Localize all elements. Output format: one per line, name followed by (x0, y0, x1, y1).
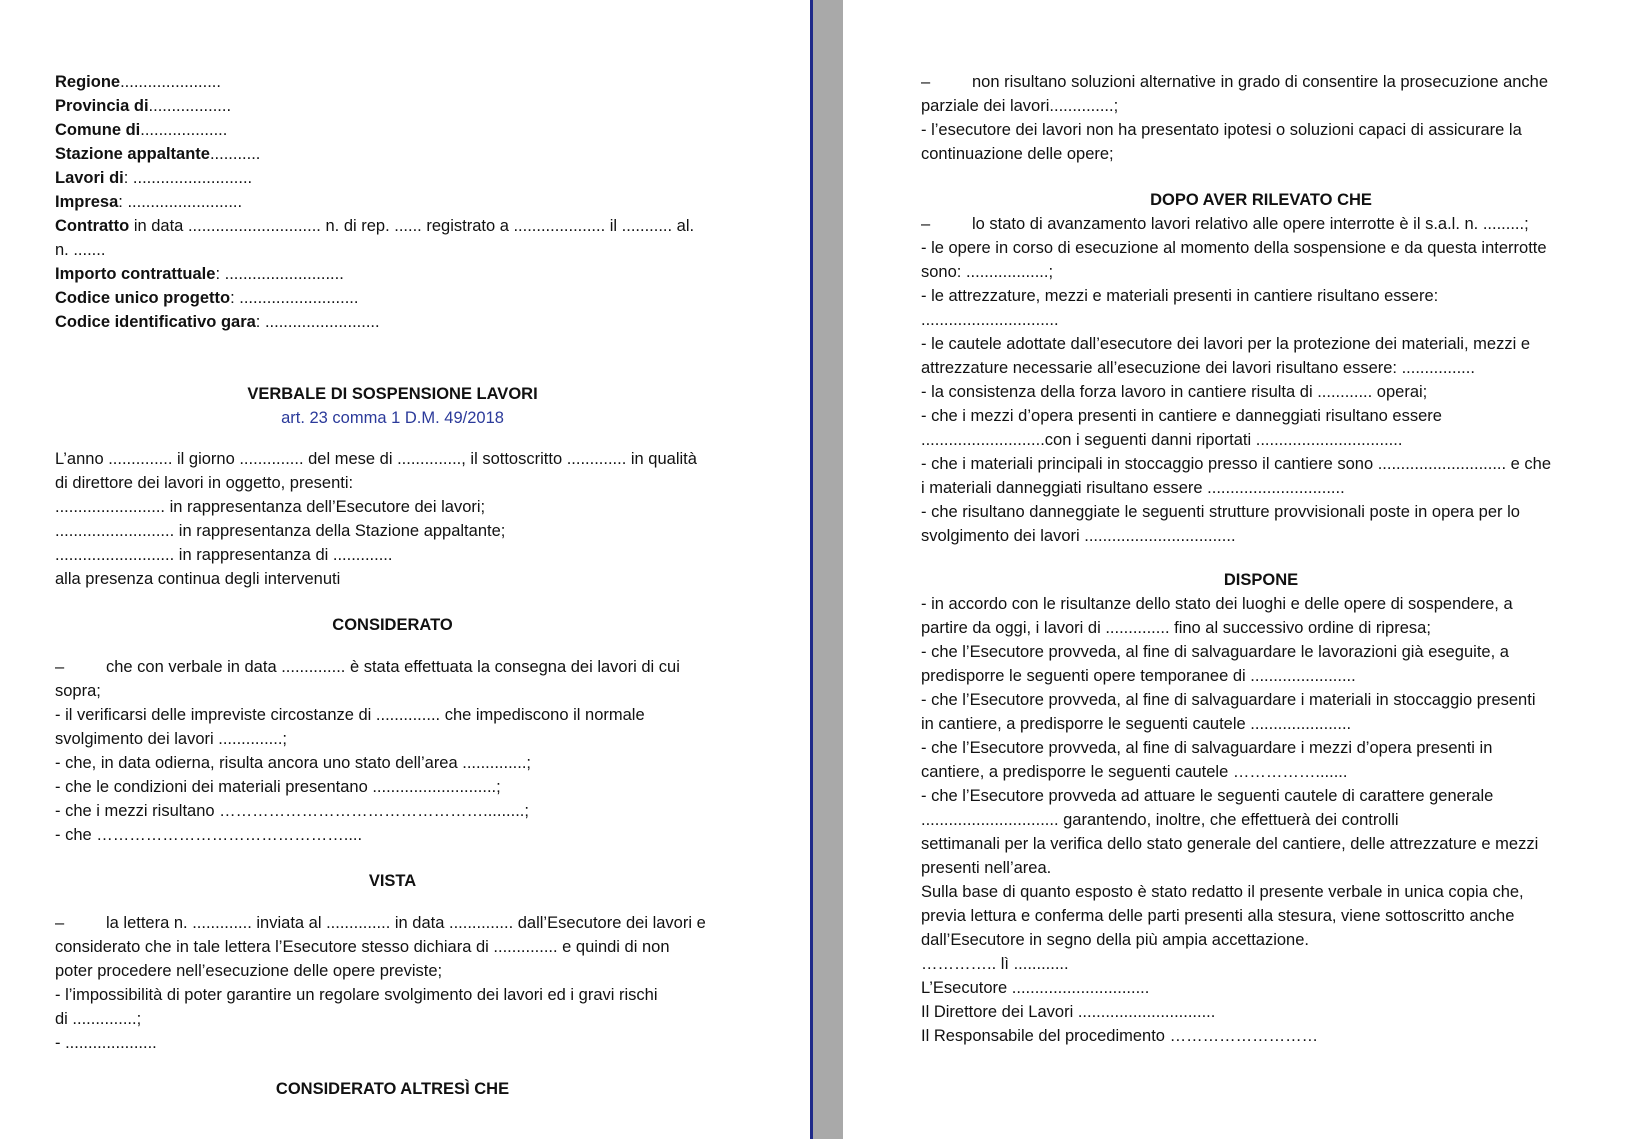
header-field-row (55, 70, 730, 94)
dispone-line: - che l’Esecutore provveda, al fine di salvaguardare i mezzi d’opera presenti in (921, 739, 1493, 757)
header-field-label: Codice identificativo gara (55, 313, 256, 331)
left-page-content (55, 70, 730, 1101)
more-header-fields (55, 262, 730, 334)
considerato-line: - che i mezzi risultano ………………………………………….........; (55, 802, 529, 820)
dispone-line: - che l’Esecutore provveda ad attuare le seguenti cautele di carattere generale (921, 787, 1494, 805)
altresi-line: parziale dei lavori..............; (921, 97, 1119, 115)
intro-line: alla presenza continua degli intervenuti (55, 570, 341, 588)
dopo-line: - le attrezzature, mezzi e materiali presenti in cantiere risultano essere: (921, 287, 1439, 305)
dopo-line: - le opere in corso di esecuzione al momento della sospensione e da questa interrotte (921, 239, 1547, 257)
intro-line: .......................... in rappresentanza di ............. (55, 546, 393, 564)
header-field-label: Stazione appaltante (55, 145, 210, 163)
contratto-line: Contratto in data ............................. n. di rep. ...... registrato a .................... il ........... al. (55, 217, 695, 235)
header-field-value: ................... (140, 121, 228, 139)
vista-line: di ..............; (55, 1010, 142, 1028)
header-field-row (55, 190, 730, 214)
header-field-label: Codice unico progetto (55, 289, 231, 307)
dispone-line: partire da oggi, i lavori di .............. fino al successivo ordine di ripresa; (921, 619, 1431, 637)
header-field-value: .................. (148, 97, 232, 115)
dispone-line: Sulla base di quanto esposto è stato redatto il presente verbale in unica copia che, (921, 883, 1524, 901)
vista-heading: VISTA (368, 872, 417, 890)
right-page-content (921, 70, 1601, 1048)
vista-line: poter procedere nell’esecuzione delle opere previste; (55, 962, 443, 980)
header-field-row (55, 286, 730, 310)
header-field-value: ...................... (120, 73, 221, 91)
considerato-list (55, 679, 730, 847)
dispone-line: Il Responsabile del procedimento ……………………… (921, 1027, 1319, 1045)
intro-line: di direttore dei lavori in oggetto, presenti: (55, 474, 354, 492)
dopo-line: - che i mezzi d’opera presenti in cantiere e danneggiati risultano essere (921, 407, 1442, 425)
dispone-line: settimanali per la verifica dello stato generale del cantiere, delle attrezzature e mezzi (921, 835, 1539, 853)
header-field-row (55, 142, 730, 166)
header-field-label: Provincia di (55, 97, 149, 115)
considerato-heading: CONSIDERATO (332, 616, 453, 634)
header-field-value: ........... (209, 145, 261, 163)
document-title: VERBALE DI SOSPENSIONE LAVORI (247, 385, 538, 403)
dispone-line: - che l’Esecutore provveda, al fine di salvaguardare i materiali in stoccaggio presenti (921, 691, 1536, 709)
dopo-list (921, 236, 1601, 548)
dopo-heading: DOPO AVER RILEVATO CHE (1150, 191, 1372, 209)
considerato-line: svolgimento dei lavori ..............; (55, 730, 288, 748)
considerato-line: - che, in data odierna, risulta ancora uno stato dell’area ..............; (55, 754, 532, 772)
dispone-line: - in accordo con le risultanze dello stato dei luoghi e delle opere di sospendere, a (921, 595, 1513, 613)
dopo-line: svolgimento dei lavori ................................. (921, 527, 1236, 545)
considerato-line: - che ……………………………………….... (55, 826, 363, 844)
dispone-line: cantiere, a predisporre le seguenti cautele ……………....... (921, 763, 1348, 781)
vista-first-item: – la lettera n. ............. inviata al .............. in data .............. dall’Esecutore dei lavori e (55, 914, 706, 932)
intro-line: ........................ in rappresentanza dell’Esecutore dei lavori; (55, 498, 486, 516)
dispone-line: in cantiere, a predisporre le seguenti cautele ...................... (921, 715, 1352, 733)
considerato-first-item: – che con verbale in data .............. è stata effettuata la consegna dei lavori di cui (55, 658, 680, 676)
vista-list (55, 935, 730, 1055)
considerato-altresi-heading: CONSIDERATO ALTRESÌ CHE (275, 1080, 510, 1098)
dispone-line: L’Esecutore .............................. (921, 979, 1150, 997)
header-field-value: : .......................... (215, 265, 344, 283)
considerato-line: - il verificarsi delle impreviste circostanze di .............. che impediscono il normale (55, 706, 645, 724)
document-subtitle: art. 23 comma 1 D.M. 49/2018 (281, 409, 504, 427)
header-field-row (55, 262, 730, 286)
header-field-value: : .......................... (123, 169, 253, 187)
header-field-label: Impresa (55, 193, 119, 211)
header-field-value: : ......................... (255, 313, 380, 331)
dopo-first-item: – lo stato di avanzamento lavori relativo alle opere interrotte è il s.a.l. n. .........; (921, 215, 1529, 233)
header-field-value: : ......................... (118, 193, 243, 211)
intro-line: L’anno .............. il giorno .............. del mese di .............., il sottoscritto ............. in qualità (55, 450, 697, 468)
dispone-line: ………….. lì ............ (921, 955, 1069, 973)
dopo-line: sono: ..................; (921, 263, 1054, 281)
page-gutter (810, 0, 843, 1139)
page-edge-line (810, 0, 813, 1139)
header-field-label: Lavori di (55, 169, 124, 187)
dopo-line: - la consistenza della forza lavoro in cantiere risulta di ............ operai; (921, 383, 1428, 401)
dispone-line: dall’Esecutore in segno della più ampia accettazione. (921, 931, 1309, 949)
header-field-label: Comune di (55, 121, 141, 139)
vista-line: - l’impossibilità di poter garantire un regolare svolgimento dei lavori ed i gravi rischi (55, 986, 658, 1004)
dispone-heading: DISPONE (1223, 571, 1299, 589)
header-field-label: Importo contrattuale (55, 265, 216, 283)
altresi-list (921, 94, 1601, 166)
contratto-line-2: n. ....... (55, 241, 106, 259)
considerato-line: sopra; (55, 682, 101, 700)
dispone-line: presenti nell’area. (921, 859, 1052, 877)
dispone-line: predisporre le seguenti opere temporanee di ....................... (921, 667, 1356, 685)
intro-line: .......................... in rappresentanza della Stazione appaltante; (55, 522, 506, 540)
header-field-row (55, 166, 730, 190)
header-fields (55, 70, 730, 214)
header-field-row (55, 310, 730, 334)
header-field-row (55, 118, 730, 142)
header-field-label: Regione (55, 73, 121, 91)
dispone-line: previa lettura e conferma delle parti presenti alla stesura, viene sottoscritto anche (921, 907, 1515, 925)
considerato-line: - che le condizioni dei materiali presentano ...........................; (55, 778, 501, 796)
header-field-row (55, 94, 730, 118)
header-field-value: : .......................... (230, 289, 359, 307)
vista-line: considerato che in tale lettera l’Esecutore stesso dichiara di .............. e quindi di non (55, 938, 670, 956)
dopo-line: - che i materiali principali in stoccaggio presso il cantiere sono ............................ e che (921, 455, 1552, 473)
altresi-line: - l’esecutore dei lavori non ha presentato ipotesi o soluzioni capaci di assicurare la (921, 121, 1522, 139)
altresi-line: continuazione delle opere; (921, 145, 1114, 163)
dispone-list (921, 592, 1601, 1048)
dopo-line: attrezzature necessarie all’esecuzione dei lavori risultano essere: ................ (921, 359, 1475, 377)
dopo-line: ...........................con i seguenti danni riportati ................................ (921, 431, 1403, 449)
dispone-line: - che l’Esecutore provveda, al fine di salvaguardare le lavorazioni già eseguite, a (921, 643, 1509, 661)
dispone-line: Il Direttore dei Lavori .............................. (921, 1003, 1216, 1021)
dopo-line: - le cautele adottate dall’esecutore dei lavori per la protezione dei materiali, mezzi e (921, 335, 1530, 353)
dopo-line: .............................. (921, 311, 1059, 329)
dopo-line: - che risultano danneggiate le seguenti strutture provvisionali poste in opera per lo (921, 503, 1520, 521)
dopo-line: i materiali danneggiati risultano essere .............................. (921, 479, 1345, 497)
altresi-first-item: – non risultano soluzioni alternative in grado di consentire la prosecuzione anche (921, 73, 1549, 91)
dispone-line: .............................. garantendo, inoltre, che effettuerà dei controlli (921, 811, 1399, 829)
vista-line: - .................... (55, 1034, 157, 1052)
intro-paragraph (55, 447, 730, 591)
